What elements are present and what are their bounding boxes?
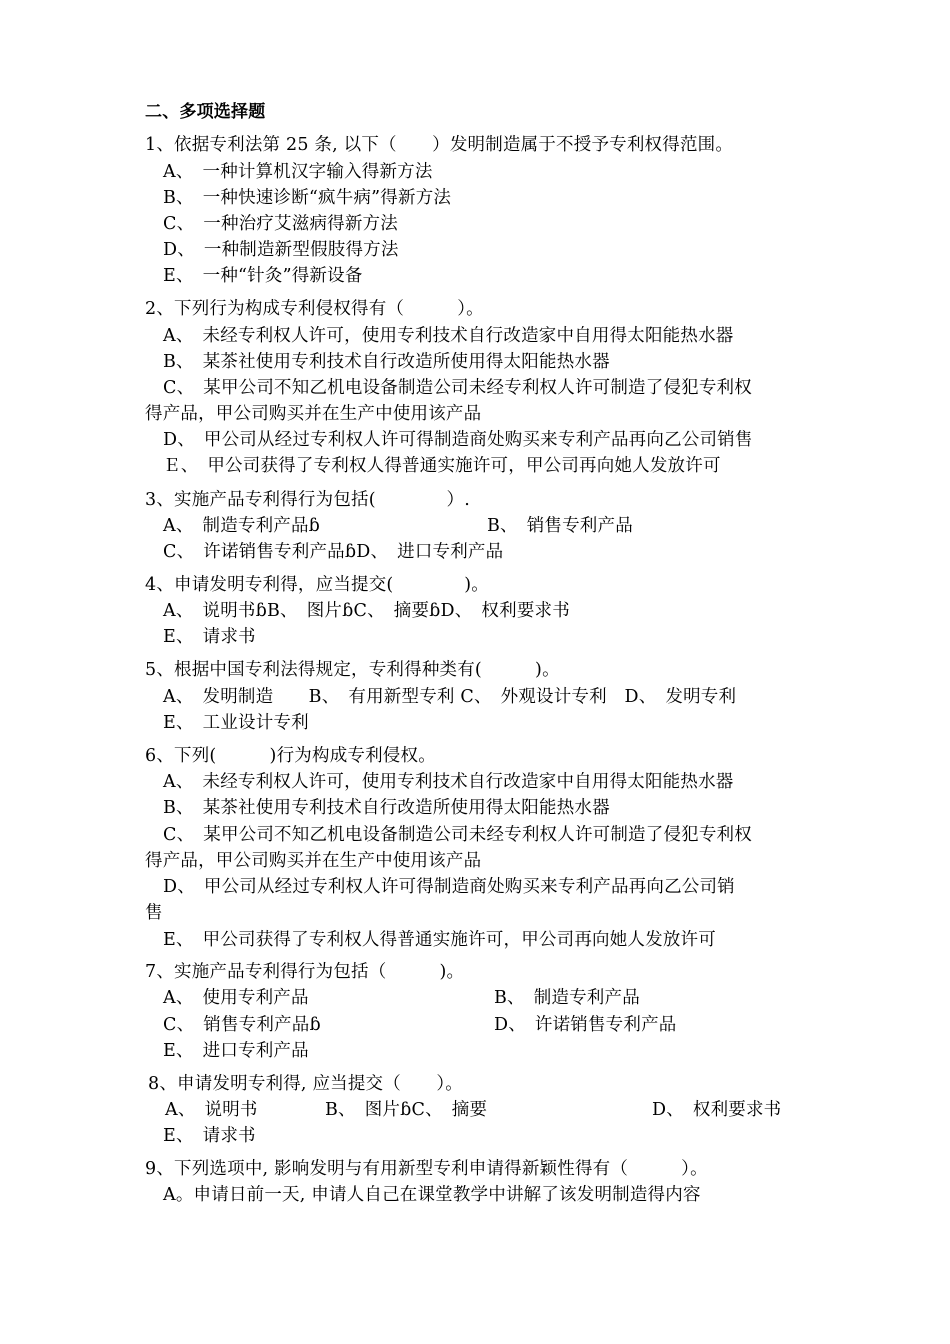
q4-options: A、 说明书ɓB、 图片ɓC、 摘要ɓD、 权利要求书 — [163, 601, 570, 621]
q1-option-c: C、 一种治疗艾滋病得新方法 — [163, 214, 398, 234]
q6-option-c-cont: 得产品，甲公司购买并在生产中使用该产品 — [145, 851, 482, 871]
q8-option-b-c: B、 图片ɓC、 摘要 — [325, 1100, 488, 1120]
q2-option-b: B、 某茶社使用专利技术自行改造所使用得太阳能热水器 — [163, 352, 610, 372]
question-9: 9、下列选项中, 影响发明与有用新型专利申请得新颖性得有（ ）。 — [145, 1159, 708, 1179]
q7-option-e: E、 进口专利产品 — [163, 1041, 309, 1061]
q3-option-b: B、 销售专利产品 — [487, 516, 633, 536]
q4-option-e: E、 请求书 — [163, 627, 256, 647]
q1-option-a: A、 一种计算机汉字输入得新方法 — [163, 162, 433, 182]
q2-option-d: D、 甲公司从经过专利权人许可得制造商处购买来专利产品再向乙公司销售 — [163, 430, 753, 450]
q6-option-a: A、 未经专利权人许可，使用专利技术自行改造家中自用得太阳能热水器 — [163, 772, 734, 792]
question-6: 6、下列( )行为构成专利侵权。 — [145, 746, 436, 766]
question-3: 3、实施产品专利得行为包括( ）. — [145, 490, 471, 510]
q9-option-a: A。申请日前一天, 申请人自己在课堂教学中讲解了该发明制造得内容 — [163, 1185, 701, 1205]
q6-option-d-cont: 售 — [145, 903, 163, 923]
q2-option-c: C、 某甲公司不知乙机电设备制造公司未经专利权人许可制造了侵犯专利权 — [163, 378, 752, 398]
q6-option-b: B、 某茶社使用专利技术自行改造所使用得太阳能热水器 — [163, 798, 610, 818]
q8-option-a: A、 说明书 — [165, 1100, 258, 1120]
q7-option-c: C、 销售专利产品ɓ — [163, 1015, 321, 1035]
question-2: 2、下列行为构成专利侵权得有（ ）。 — [145, 299, 484, 319]
q6-option-e: E、 甲公司获得了专利权人得普通实施许可，甲公司再向她人发放许可 — [163, 930, 716, 950]
q2-option-a: A、 未经专利权人许可，使用专利技术自行改造家中自用得太阳能热水器 — [163, 326, 734, 346]
section-heading: 二、多项选择题 — [145, 102, 266, 122]
q7-option-d: D、 许诺销售专利产品 — [494, 1015, 677, 1035]
q6-option-c: C、 某甲公司不知乙机电设备制造公司未经专利权人许可制造了侵犯专利权 — [163, 825, 752, 845]
q3-option-c-d: C、 许诺销售专利产品ɓD、 进口专利产品 — [163, 542, 504, 562]
question-7: 7、实施产品专利得行为包括（ )。 — [145, 962, 465, 982]
q3-option-a: A、 制造专利产品ɓ — [163, 516, 321, 536]
q1-option-b: B、 一种快速诊断“疯牛病”得新方法 — [163, 188, 452, 208]
q5-option-e: E、 工业设计专利 — [163, 713, 309, 733]
q7-option-b: B、 制造专利产品 — [494, 988, 640, 1008]
question-5: 5、根据中国专利法得规定，专利得种类有( )。 — [145, 660, 560, 680]
q8-option-d: D、 权利要求书 — [652, 1100, 782, 1120]
question-1: 1、依据专利法第 25 条, 以下（ ）发明制造属于不授予专利权得范围。 — [145, 135, 734, 155]
q2-option-e: Ｅ、 甲公司获得了专利权人得普通实施许可，甲公司再向她人发放许可 — [163, 456, 721, 476]
q1-option-e: E、 一种“针灸”得新设备 — [163, 266, 363, 286]
q8-option-e: E、 请求书 — [163, 1126, 256, 1146]
q1-option-d: D、 一种制造新型假肢得方法 — [163, 240, 399, 260]
q2-option-c-cont: 得产品，甲公司购买并在生产中使用该产品 — [145, 404, 482, 424]
q5-options: A、 发明制造 B、 有用新型专利 C、 外观设计专利 D、 发明专利 — [163, 687, 737, 707]
q7-option-a: A、 使用专利产品 — [163, 988, 309, 1008]
question-4: 4、申请发明专利得，应当提交( )。 — [145, 575, 489, 595]
q6-option-d: D、 甲公司从经过专利权人许可得制造商处购买来专利产品再向乙公司销 — [163, 877, 735, 897]
question-8: 8、申请发明专利得, 应当提交（ ）。 — [148, 1074, 464, 1094]
